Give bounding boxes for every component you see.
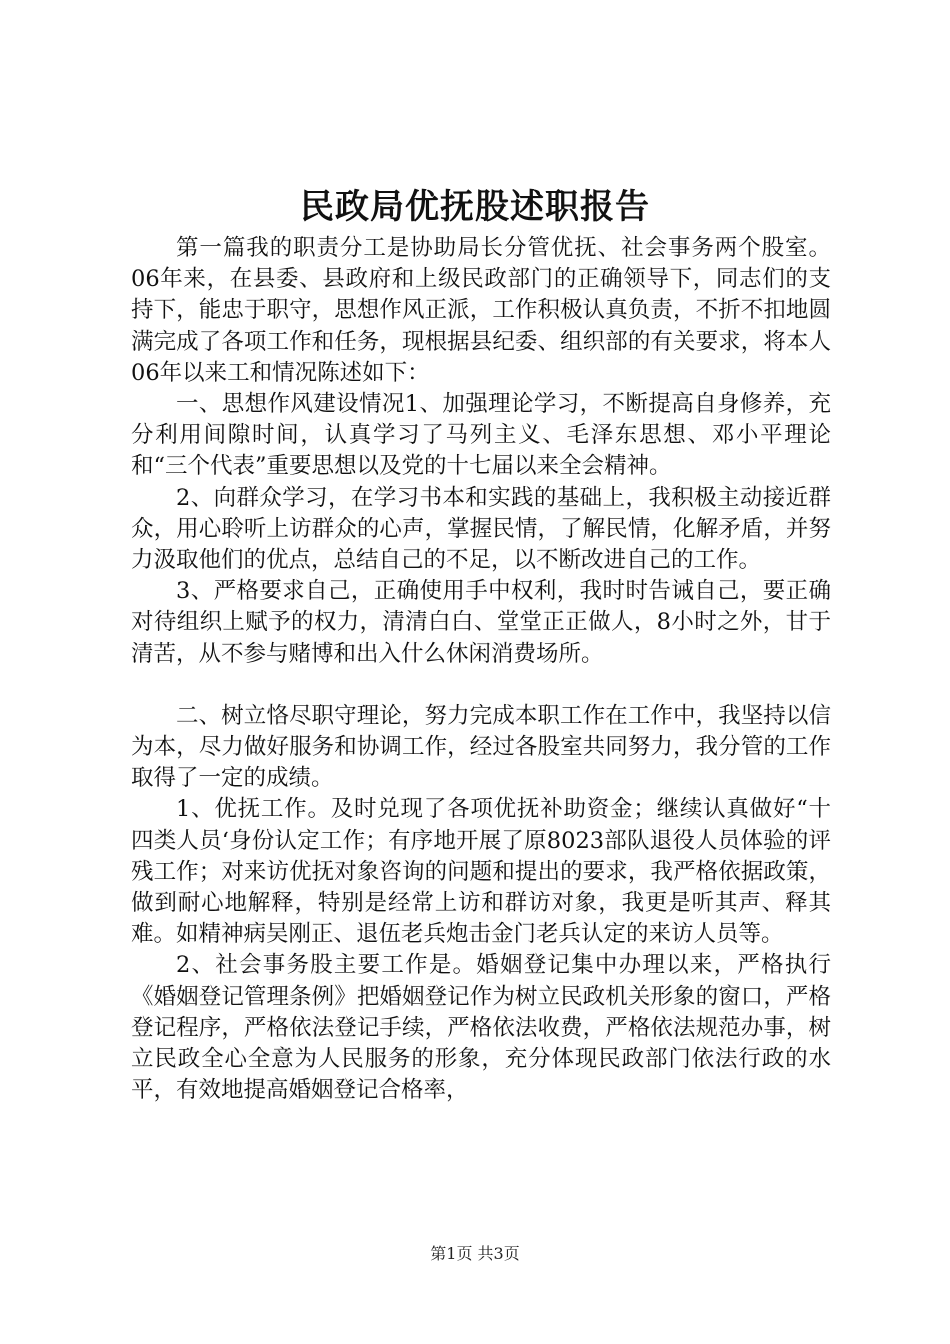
paragraph-social-affairs: 2、社会事务股主要工作是。婚姻登记集中办理以来，严格执行《婚姻登记管理条例》把婚姻登记作为树立民政机关形象的窗口，严格登记程序，严格依法登记手续，严格依法收费，严格依法规范办事，树立民政全心全意为人民服务的形象，充分体现民政部门依法行政的水平，有效地提高婚姻登记合格率， [131, 952, 831, 1104]
paragraph-section-two: 二、树立恪尽职守理论，努力完成本职工作在工作中，我坚持以信为本，尽力做好服务和协调工作，经过各股室共同努力，我分管的工作取得了一定的成绩。 [131, 702, 831, 792]
page-number-footer: 第1页 共3页 [430, 1244, 520, 1263]
document-title: 民政局优抚股述职报告 [300, 187, 650, 227]
paragraph-intro: 第一篇我的职责分工是协助局长分管优抚、社会事务两个股室。06年来，在县委、县政府和上级民政部门的正确领导下，同志们的支持下，能忠于职守，思想作风正派，工作积极认真负责，不折不扣地圆满完成了各项工作和任务，现根据县纪委、组织部的有关要求，将本人06年以来工和情况陈述如下： [131, 235, 831, 386]
document-body [131, 233, 831, 1106]
paragraph-item-three: 3、严格要求自己，正确使用手中权利，我时时告诫自己，要正确对待组织上赋予的权力，清清白白、堂堂正正做人，8小时之外，甘于清苦，从不参与赌博和出入什么休闲消费场所。 [131, 578, 831, 667]
paragraph-item-two: 2、向群众学习，在学习书本和实践的基础上，我积极主动接近群众，用心聆听上访群众的心声，掌握民情，了解民情，化解矛盾，并努力汲取他们的优点，总结自己的不足，以不断改进自己的工作。 [131, 484, 831, 574]
paragraph-youfu-work: 1、优抚工作。及时兑现了各项优抚补助资金；继续认真做好“十四类人员‘身份认定工作；有序地开展了原8023部队退役人员体验的评残工作；对来访优抚对象咨询的问题和提出的要求，我严格依据政策，做到耐心地解释，特别是经常上访和群访对象，我更是听其声、释其难。如精神病吴刚正、退伍老兵炮击金门老兵认定的来访人员等。 [131, 796, 831, 948]
paragraph-section-one: 一、思想作风建设情况1、加强理论学习，不断提高自身修养，充分利用间隙时间，认真学习了马列主义、毛泽东思想、邓小平理论和“三个代表”重要思想以及党的十七届以来全会精神。 [131, 391, 831, 480]
